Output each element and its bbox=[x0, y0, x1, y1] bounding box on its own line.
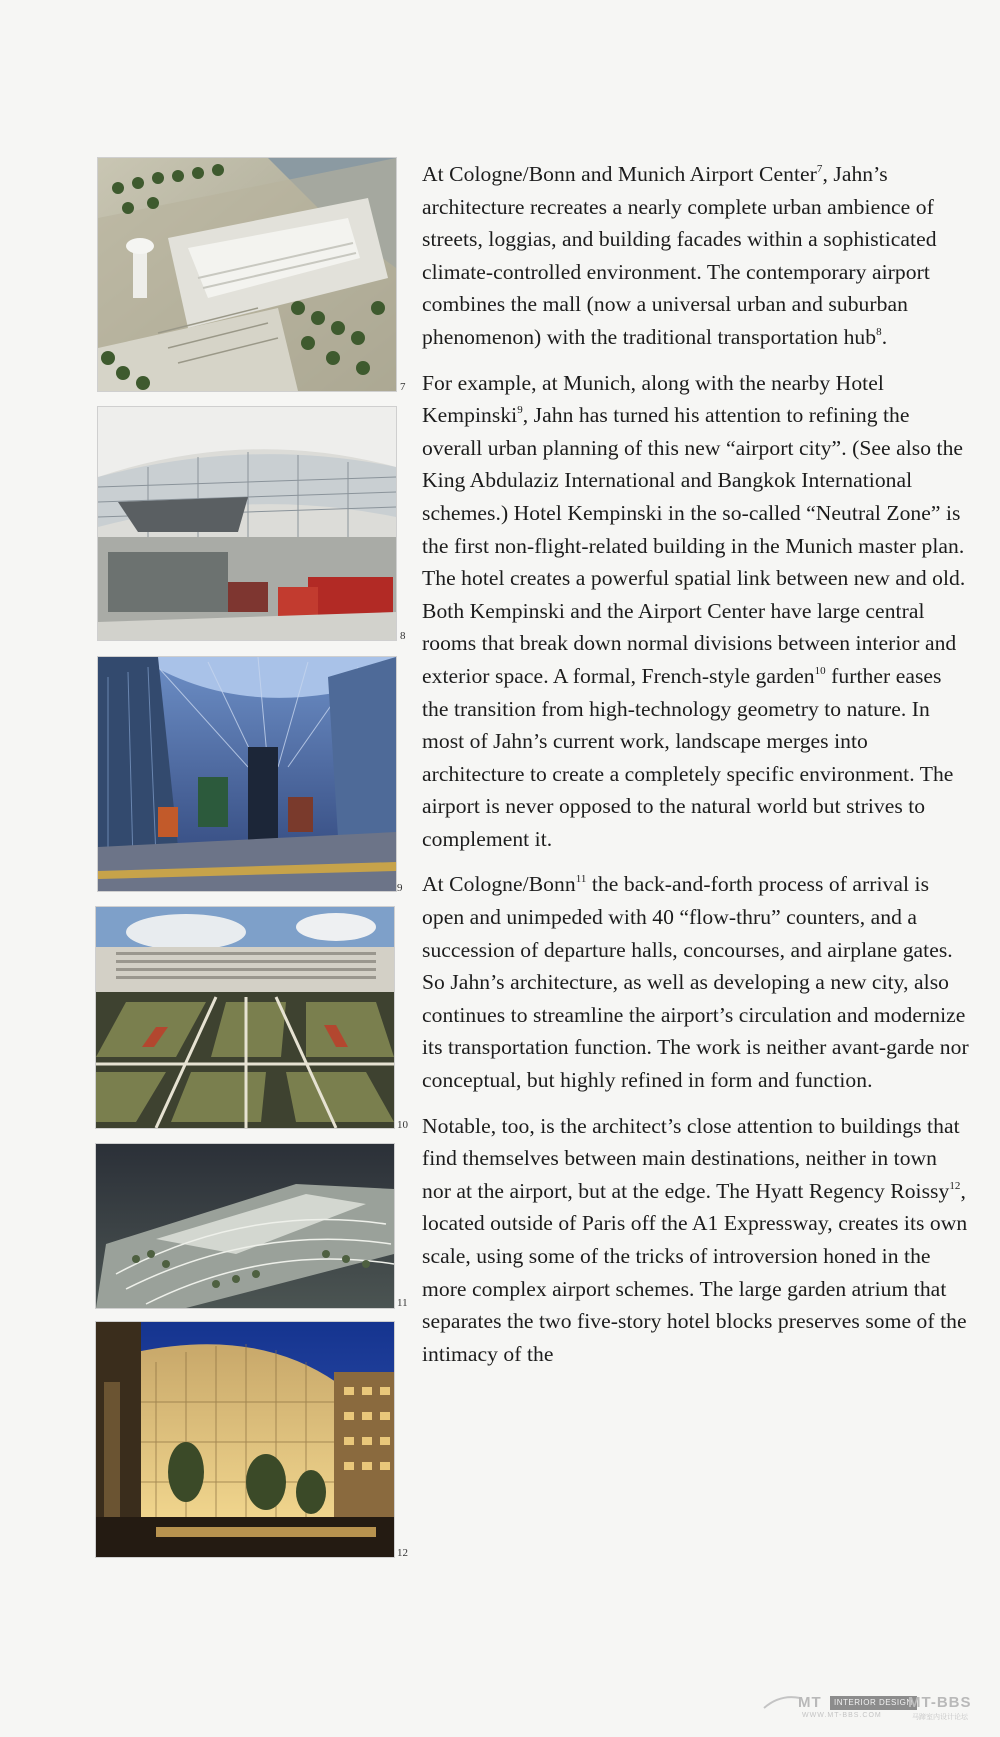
figure-12-hyatt-roissy bbox=[95, 1321, 395, 1558]
text-run: For example, at Munich, along with the nearby Hotel Kempinski bbox=[422, 370, 884, 428]
watermark-logo: MT bbox=[798, 1694, 822, 1711]
text-run: , Jahn’s architecture recreates a nearly complete urban ambience of streets, loggias, and building facades within a sophisticated climate-controlled environment. The contemporary airport combines the mall (now a universal urban and suburban phenomenon) with the traditional transportation hub bbox=[422, 162, 937, 349]
watermark-subtitle: 马蹄室内设计论坛 bbox=[912, 1714, 968, 1721]
footnote-marker: 8 bbox=[876, 325, 882, 338]
figure-7-aerial-model bbox=[97, 157, 397, 392]
figure-8-number: 8 bbox=[400, 630, 406, 642]
footnote-marker: 11 bbox=[575, 873, 587, 886]
figure-7-number: 7 bbox=[400, 381, 406, 393]
text-run: , located outside of Paris off the A1 Expressway, creates its own scale, using some of the tricks of introversion honed in the more complex airport schemes. The large garden atrium that separates the two five-story hotel blocks preserves some of the intimacy of the bbox=[422, 1178, 968, 1366]
figure-10-number: 10 bbox=[397, 1119, 408, 1131]
figure-11-number: 11 bbox=[397, 1297, 408, 1309]
aerial-model-image bbox=[98, 158, 396, 391]
body-text bbox=[422, 158, 970, 1383]
watermark-url: WWW.MT-BBS.COM bbox=[802, 1712, 882, 1719]
paragraph-1 bbox=[422, 158, 970, 354]
photo-column bbox=[0, 0, 420, 1737]
figure-10-hotel-garden bbox=[95, 906, 395, 1129]
text-run: At Cologne/Bonn bbox=[422, 872, 576, 897]
figure-8-atrium-roof bbox=[97, 406, 397, 641]
footnote-marker: 12 bbox=[949, 1179, 961, 1192]
atrium-roof-image bbox=[98, 407, 396, 640]
paragraph-4 bbox=[422, 1110, 970, 1371]
watermark-tag: INTERIOR DESIGN bbox=[830, 1696, 917, 1710]
text-run: Notable, too, is the architect’s close attention to buildings that find themselves between main destinations, neither in town nor at the airport, but at the edge. The Hyatt Regency Roissy bbox=[422, 1113, 960, 1203]
footnote-marker: 9 bbox=[517, 404, 523, 417]
figure-9-glass-hall bbox=[97, 656, 397, 892]
site-watermark bbox=[762, 1688, 992, 1728]
text-run: At Cologne/Bonn and Munich Airport Center bbox=[422, 162, 817, 186]
paragraph-3 bbox=[422, 868, 970, 1096]
glass-hall-image bbox=[98, 657, 396, 891]
text-run: the back-and-forth process of arrival is open and unimpeded with 40 “flow-thru” counters, and a succession of departure halls, concourses, and airplane gates. So Jahn’s architecture, as well as developing a new city, also continues to streamline the airport’s circulation and modernize its transportation function. The work is neither avant-garde nor conceptual, but highly refined in form and function. bbox=[422, 872, 969, 1093]
watermark-bbs: MT-BBS bbox=[908, 1694, 972, 1711]
figure-12-number: 12 bbox=[397, 1547, 408, 1559]
text-run: further eases the transition from high-technology geometry to nature. In most of Jahn’s current work, landscape merges into architecture to create a completely specific environment. The airport is never opposed to the natural world but strives to complement it. bbox=[422, 663, 954, 851]
paragraph-2 bbox=[422, 367, 970, 856]
hotel-garden-image bbox=[96, 907, 394, 1128]
text-run: . bbox=[881, 324, 888, 349]
figure-11-airport-model bbox=[95, 1143, 395, 1309]
swoosh-logo-icon bbox=[762, 1692, 802, 1712]
footnote-marker: 10 bbox=[814, 664, 826, 677]
footnote-marker: 7 bbox=[816, 163, 823, 175]
text-run: , Jahn has turned his attention to refining the overall urban planning of this new “airport city”. (See also the King Abdulaziz International and Bangkok International schemes.) Hotel Kempinski in the so-called “Neutral Zone” is the first non-flight-related building in the Munich master plan. The hotel creates a powerful spatial link between new and old. Both Kempinski and the Airport Center have large central rooms that break down normal divisions between interior and exterior space. A formal, French-style garden bbox=[422, 403, 966, 688]
figure-9-number: 9 bbox=[397, 882, 403, 894]
airport-model-image bbox=[96, 1144, 394, 1308]
hyatt-roissy-image bbox=[96, 1322, 394, 1557]
